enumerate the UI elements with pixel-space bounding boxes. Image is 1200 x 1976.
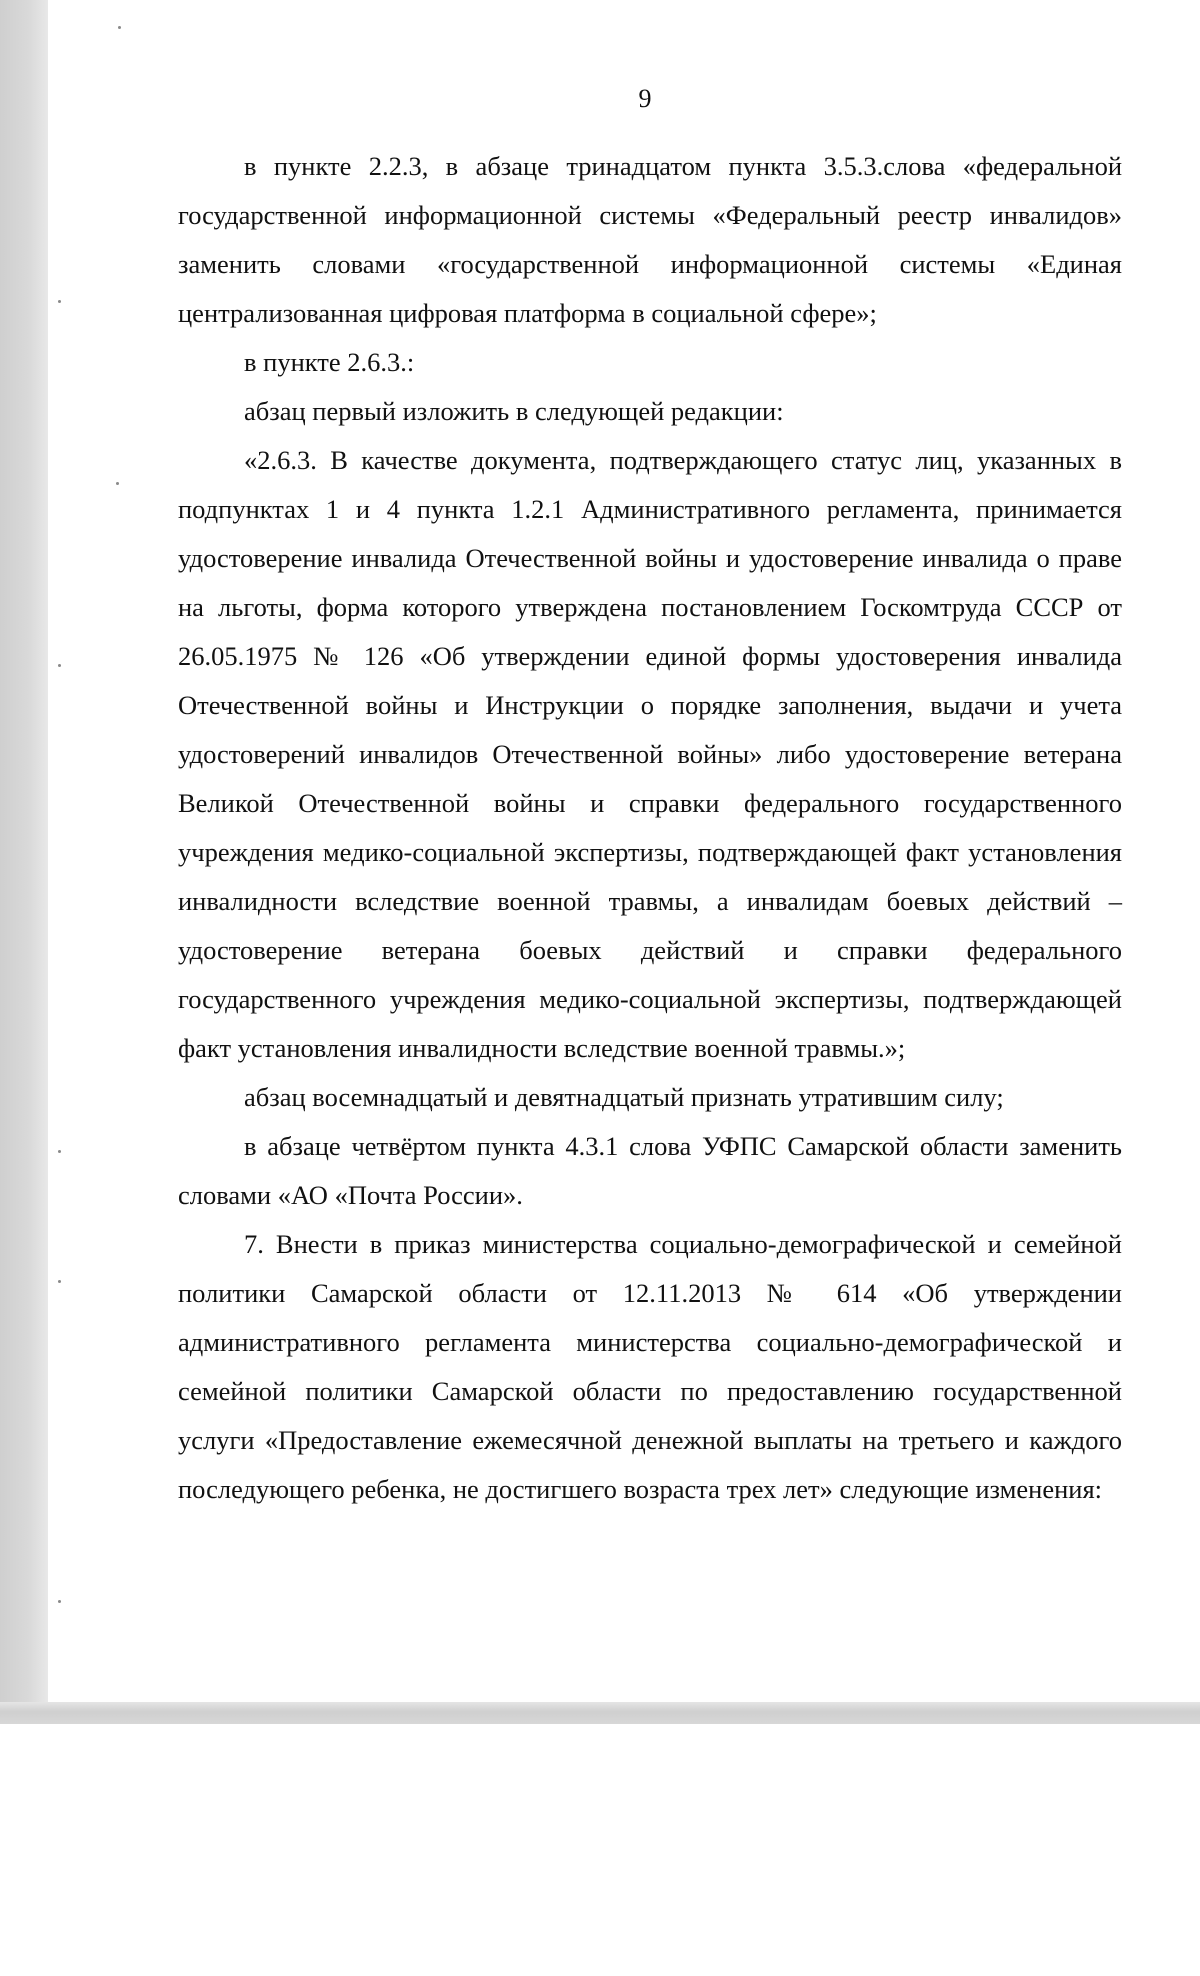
paragraph-amend-2-2-3: в пункте 2.2.3, в абзаце тринадцатом пункта 3.5.3.слова «федеральной государственной информационной системы «Федеральный реестр инвалидов» заменить словами «государственной информационной системы «Единая централизованная цифровая платформа в социальной сфере»;: [178, 151, 1122, 328]
document-body: [178, 142, 1122, 1514]
scan-bottom-edge-shadow: [0, 1702, 1200, 1724]
scan-speck: [58, 1280, 61, 1283]
scan-speck: [116, 482, 119, 485]
paragraph-point-2-6-3: в пункте 2.6.3.:: [244, 347, 415, 377]
paragraph-invalidate-abzacs: абзац восемнадцатый и девятнадцатый признать утратившим силу;: [244, 1082, 1004, 1112]
scan-speck: [58, 664, 61, 667]
paragraph-amend-4-3-1: в абзаце четвёртом пункта 4.3.1 слова УФПС Самарской области заменить словами «АО «Почта России».: [178, 1131, 1122, 1210]
scan-speck: [118, 26, 121, 29]
scan-left-margin-shadow: [0, 0, 48, 1720]
page-number: 9: [638, 84, 652, 113]
scan-speck: [58, 300, 61, 303]
scan-speck: [58, 1600, 61, 1603]
paragraph-first-abzac: абзац первый изложить в следующей редакции:: [244, 396, 784, 426]
scan-speck: [58, 1150, 61, 1153]
paragraph-item-7: 7. Внести в приказ министерства социально-демографической и семейной политики Самарской области от 12.11.2013 № 614 «Об утверждении административного регламента министерства социально-демографической и семейной политики Самарской области по предоставлению государственной услуги «Предоставление ежемесячной денежной выплаты на третьего и каждого последующего ребенка, не достигшего возраста трех лет» следующие изменения:: [178, 1229, 1122, 1504]
paragraph-new-text-2-6-3: «2.6.3. В качестве документа, подтверждающего статус лиц, указанных в подпунктах 1 и 4 пункта 1.2.1 Административного регламента, принимается удостоверение инвалида Отечественной войны и удостоверение инвалида о праве на льготы, форма которого утверждена постановлением Госкомтруда СССР от 26.05.1975 № 126 «Об утверждении единой формы удостоверения инвалида Отечественной войны и Инструкции о порядке заполнения, выдачи и учета удостоверений инвалидов Отечественной войны» либо удостоверение ветерана Великой Отечественной войны и справки федерального государственного учреждения медико-социальной экспертизы, подтверждающей факт установления инвалидности вследствие военной травмы, а инвалидам боевых действий – удостоверение ветерана боевых действий и справки федерального государственного учреждения медико-социальной экспертизы, подтверждающей факт установления инвалидности вследствие военной травмы.»;: [178, 445, 1122, 1063]
